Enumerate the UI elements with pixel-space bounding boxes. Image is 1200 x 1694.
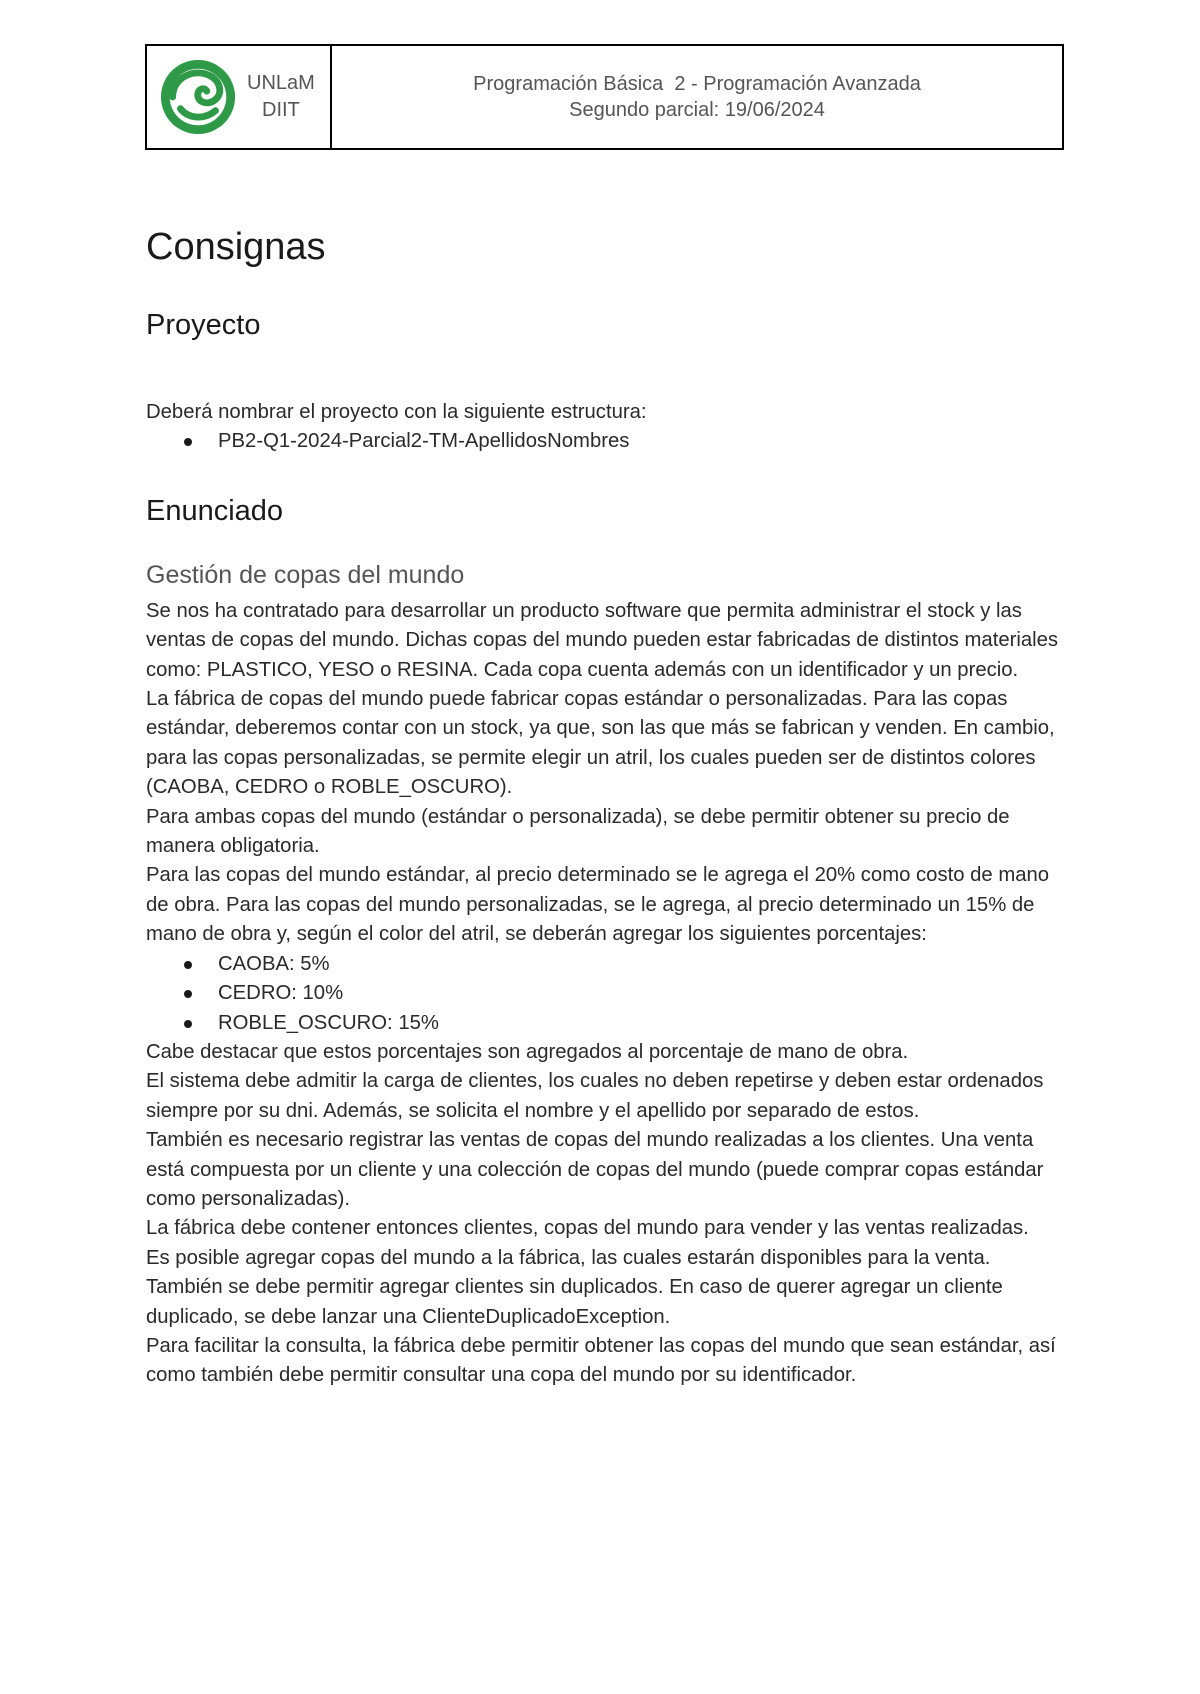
page-title: Consignas bbox=[146, 226, 326, 268]
subsection-heading: Gestión de copas del mundo bbox=[146, 560, 465, 589]
document-content bbox=[146, 222, 1066, 1391]
paragraph: También es necesario registrar las ventas de copas del mundo realizadas a los clientes. Una venta está compuesta por un cliente y una colección de copas del mundo (puede comprar copas estándar como personalizadas). bbox=[146, 1129, 1044, 1210]
paragraph: Es posible agregar copas del mundo a la fábrica, las cuales estarán disponibles para la venta. bbox=[146, 1246, 991, 1269]
paragraph: La fábrica de copas del mundo puede fabricar copas estándar o personalizadas. Para las copas estándar, deberemos contar con un stock, ya que, son las que más se fabrican y venden. En cambio, para las copas personalizadas, se permite elegir un atril, los cuales pueden ser de distintos colores (CAOBA, CEDRO o ROBLE_OSCURO). bbox=[146, 688, 1055, 799]
section-heading-proyecto: Proyecto bbox=[146, 309, 261, 341]
percentages-list bbox=[146, 950, 1066, 1038]
list-item: CEDRO: 10% bbox=[218, 979, 1066, 1008]
list-item: CAOBA: 5% bbox=[218, 950, 1066, 979]
paragraph: Para las copas del mundo estándar, al precio determinado se le agrega el 20% como costo de mano de obra. Para las copas del mundo personalizadas, se le agrega, al precio determinado un 15% de mano de obra y, según el color del atril, se deberán agregar los siguientes porcentajes: bbox=[146, 864, 1050, 946]
unlam-logo-icon bbox=[159, 58, 237, 136]
exam-date: Segundo parcial: 19/06/2024 bbox=[569, 99, 825, 121]
paragraph: Cabe destacar que estos porcentajes son agregados al porcentaje de mano de obra. bbox=[146, 1040, 909, 1063]
proyecto-list bbox=[146, 427, 1066, 456]
section-heading-enunciado: Enunciado bbox=[146, 494, 284, 527]
list-item: PB2-Q1-2024-Parcial2-TM-ApellidosNombres bbox=[218, 427, 1066, 456]
proyecto-intro: Deberá nombrar el proyecto con la siguiente estructura: bbox=[146, 401, 647, 423]
department-name: DIIT bbox=[262, 99, 300, 121]
list-item: ROBLE_OSCURO: 15% bbox=[218, 1009, 1066, 1038]
paragraph: Para ambas copas del mundo (estándar o personalizada), se debe permitir obtener su precio de manera obligatoria. bbox=[146, 805, 1010, 858]
header-box bbox=[145, 44, 1064, 150]
course-name: Programación Básica 2 - Programación Avanzada bbox=[473, 73, 921, 95]
paragraph: Para facilitar la consulta, la fábrica debe permitir obtener las copas del mundo que sean estándar, así como también debe permitir consultar una copa del mundo por su identificador. bbox=[146, 1334, 1056, 1387]
paragraph: La fábrica debe contener entonces clientes, copas del mundo para vender y las ventas realizadas. bbox=[146, 1217, 1029, 1240]
paragraph: Se nos ha contratado para desarrollar un producto software que permita administrar el stock y las ventas de copas del mundo. Dichas copas del mundo pueden estar fabricadas de distintos materiales como: PLASTICO, YESO o RESINA. Cada copa cuenta además con un identificador y un precio. bbox=[146, 599, 1059, 681]
header-left-cell bbox=[147, 46, 332, 148]
institution-name: UNLaM bbox=[247, 72, 315, 94]
paragraph: El sistema debe admitir la carga de clientes, los cuales no deben repetirse y deben estar ordenados siempre por su dni. Además, se solicita el nombre y el apellido por separado de estos. bbox=[146, 1070, 1044, 1122]
header-institution-block bbox=[247, 70, 315, 124]
header-right-cell bbox=[332, 46, 1062, 148]
paragraph: También se debe permitir agregar clientes sin duplicados. En caso de querer agregar un cliente duplicado, se debe lanzar una ClienteDuplicadoException. bbox=[146, 1276, 1003, 1328]
